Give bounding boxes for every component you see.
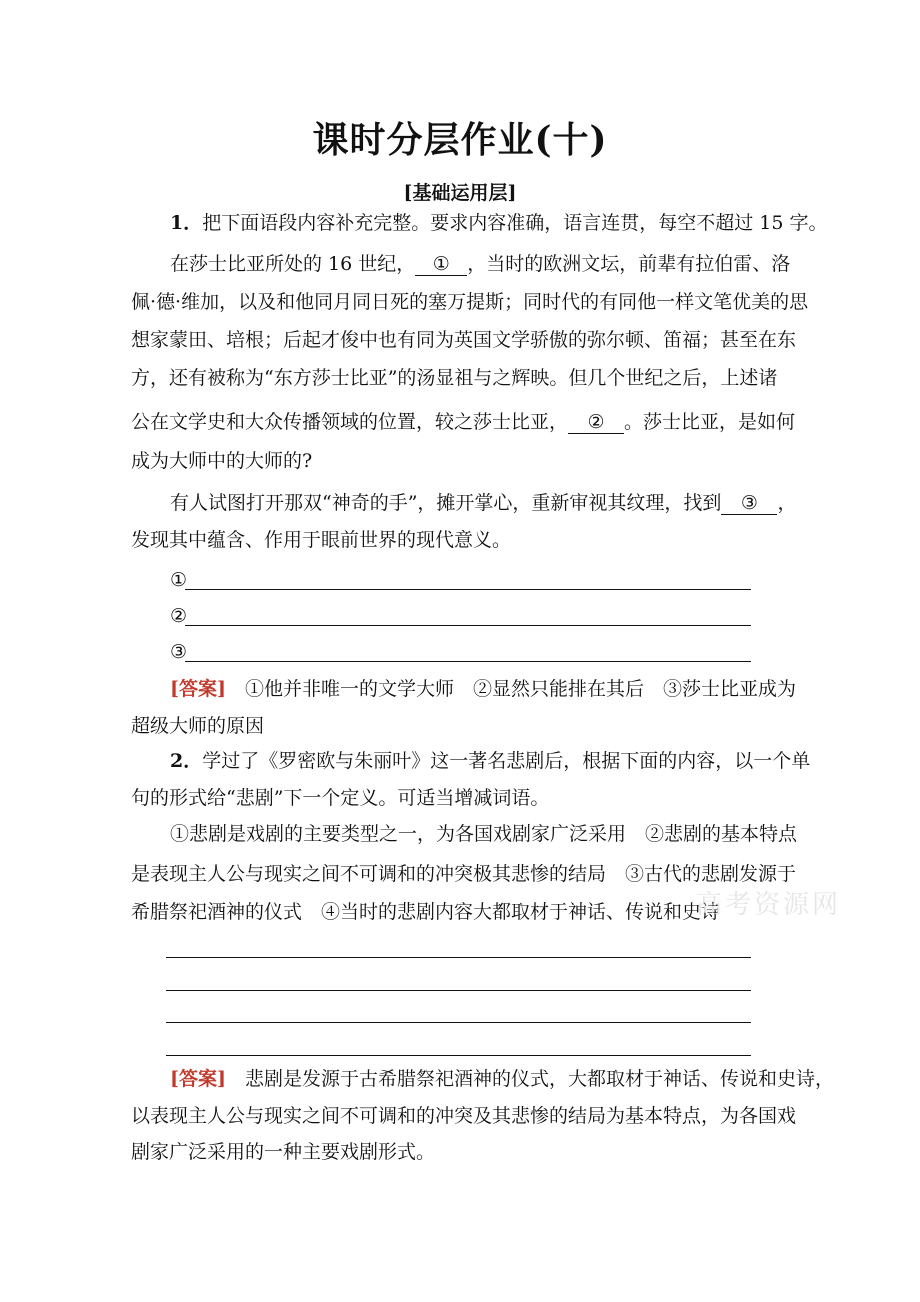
q1-para2-line2: 发现其中蕴含、作用于眼前世界的现代意义。 [131, 529, 512, 551]
writing-line-1[interactable] [166, 957, 751, 958]
answer-label-1: ① [170, 569, 188, 591]
q1-answer-line2: 超级大师的原因 [131, 715, 265, 737]
blank-2: ② [568, 413, 624, 434]
q2-prompt-line2: 句的形式给“悲剧”下一个定义。可适当增减词语。 [131, 787, 550, 809]
q1-para1-line6: 成为大师中的大师的? [131, 450, 313, 472]
q2-answer-line1 [170, 1068, 834, 1091]
q1-text: ， [777, 492, 797, 514]
q2-prompt-text: 学过了《罗密欧与朱丽叶》这一著名悲剧后，根据下面的内容，以一个单 [202, 750, 811, 772]
writing-line-2[interactable] [166, 990, 751, 991]
q2-material-line1: ①悲剧是戏剧的主要类型之一，为各国戏剧家广泛采用 ②悲剧的基本特点 [170, 823, 798, 845]
q2-answer-text: 悲剧是发源于古希腊祭祀酒神的仪式，大都取材于神话、传说和史诗， [245, 1068, 835, 1090]
q1-number: 1． [170, 212, 203, 234]
q1-prompt [170, 212, 828, 235]
q1-text: ，当时的欧洲文坛，前辈有拉伯雷、洛 [467, 253, 791, 275]
q1-answer-text: ①他并非唯一的文学大师 ②显然只能排在其后 ③莎士比亚成为 [245, 678, 797, 700]
q1-text: 在莎士比亚所处的 16 世纪， [170, 253, 416, 275]
q1-para2-line1 [170, 492, 796, 515]
q2-answer-line3: 剧家广泛采用的一种主要戏剧形式。 [131, 1141, 436, 1163]
blank-1: ① [415, 255, 467, 276]
q2-answer-line2: 以表现主人公与现实之间不可调和的冲突及其悲惨的结局为基本特点，为各国戏 [131, 1105, 797, 1127]
q1-para1-line4: 方，还有被称为“东方莎士比亚”的汤显祖与之辉映。但几个世纪之后，上述诸 [131, 367, 778, 389]
watermark: 高考资源网 [696, 890, 842, 920]
writing-line-4[interactable] [166, 1055, 751, 1056]
answer-label-3: ③ [170, 641, 188, 663]
answer-line-3[interactable] [185, 661, 751, 662]
q2-material-line2: 是表现主人公与现实之间不可调和的冲突极其悲惨的结局 ③古代的悲剧发源于 [131, 863, 797, 885]
answer-tag: [答案] [170, 1068, 226, 1090]
q2-prompt-line1 [170, 750, 810, 773]
q1-answer-line1 [170, 678, 796, 701]
answer-label-2: ② [170, 605, 188, 627]
q2-material-line3: 希腊祭祀酒神的仪式 ④当时的悲剧内容大都取材于神话、传说和史诗 [131, 901, 721, 923]
answer-tag: [答案] [170, 678, 226, 700]
q1-text: 公在文学史和大众传播领域的位置，较之莎士比亚， [131, 411, 569, 433]
q1-text: 。莎士比亚，是如何 [624, 411, 796, 433]
page-title: 课时分层作业(十) [312, 119, 608, 161]
q1-para1-line1 [170, 253, 790, 276]
answer-line-1[interactable] [185, 589, 751, 590]
section-heading: [基础运用层] [403, 182, 517, 204]
answer-line-2[interactable] [185, 625, 751, 626]
writing-line-3[interactable] [166, 1022, 751, 1023]
q1-para1-line3: 想家蒙田、培根；后起才俊中也有同为英国文学骄傲的弥尔顿、笛福；甚至在东 [131, 329, 797, 351]
q2-number: 2． [170, 750, 203, 772]
q1-para1-line2: 佩·德·维加，以及和他同月同日死的塞万提斯；同时代的有同他一样文笔优美的思 [131, 291, 809, 313]
q1-prompt-text: 把下面语段内容补充完整。要求内容准确，语言连贯，每空不超过 15 字。 [202, 212, 828, 234]
blank-3: ③ [721, 494, 777, 515]
q1-text: 有人试图打开那双“神奇的手”，摊开掌心，重新审视其纹理，找到 [170, 492, 722, 514]
q1-para1-line5 [131, 411, 795, 434]
